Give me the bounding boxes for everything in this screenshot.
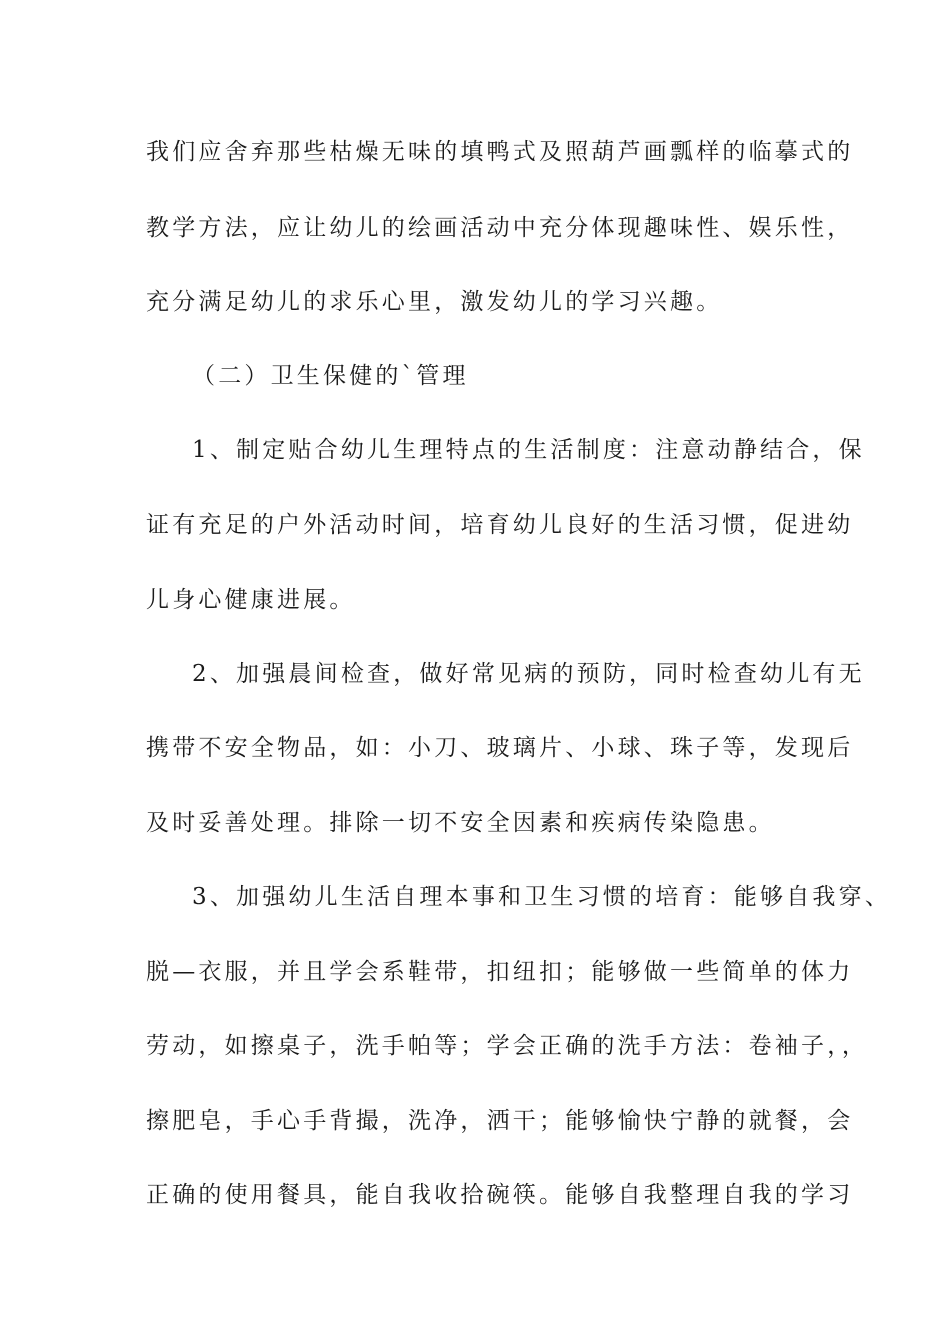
paragraph-line: 3、加强幼儿生活自理本事和卫生习惯的培育：能够自我穿、	[192, 884, 892, 910]
paragraph-line: 携带不安全物品，如：小刀、玻璃片、小球、珠子等，发现后	[146, 735, 854, 761]
paragraph-line: 劳动，如擦桌子，洗手帕等；学会正确的洗手方法：卷袖子，，	[146, 1033, 869, 1059]
paragraph-line: 脱—衣服，并且学会系鞋带，扣纽扣；能够做一些简单的体力	[146, 959, 854, 985]
paragraph-line: 2、加强晨间检查，做好常见病的预防，同时检查幼儿有无	[192, 661, 865, 687]
section-heading: （二）卫生保健的`管理	[192, 363, 469, 389]
paragraph-line: 我们应舍弃那些枯燥无味的填鸭式及照葫芦画瓢样的临摹式的	[146, 139, 854, 165]
paragraph-line: 擦肥皂，手心手背撮，洗净，洒干；能够愉快宁静的就餐，会	[146, 1108, 854, 1134]
paragraph-line: 正确的使用餐具，能自我收拾碗筷。能够自我整理自我的学习	[146, 1182, 854, 1208]
paragraph-line: 证有充足的户外活动时间，培育幼儿良好的生活习惯，促进幼	[146, 512, 854, 538]
paragraph-line: 1、制定贴合幼儿生理特点的生活制度：注意动静结合，保	[192, 437, 865, 463]
paragraph-line: 教学方法，应让幼儿的绘画活动中充分体现趣味性、娱乐性，	[146, 215, 854, 241]
paragraph-line: 儿身心健康进展。	[146, 587, 356, 613]
paragraph-line: 充分满足幼儿的求乐心里，激发幼儿的学习兴趣。	[146, 289, 723, 315]
paragraph-line: 及时妥善处理。排除一切不安全因素和疾病传染隐患。	[146, 810, 775, 836]
